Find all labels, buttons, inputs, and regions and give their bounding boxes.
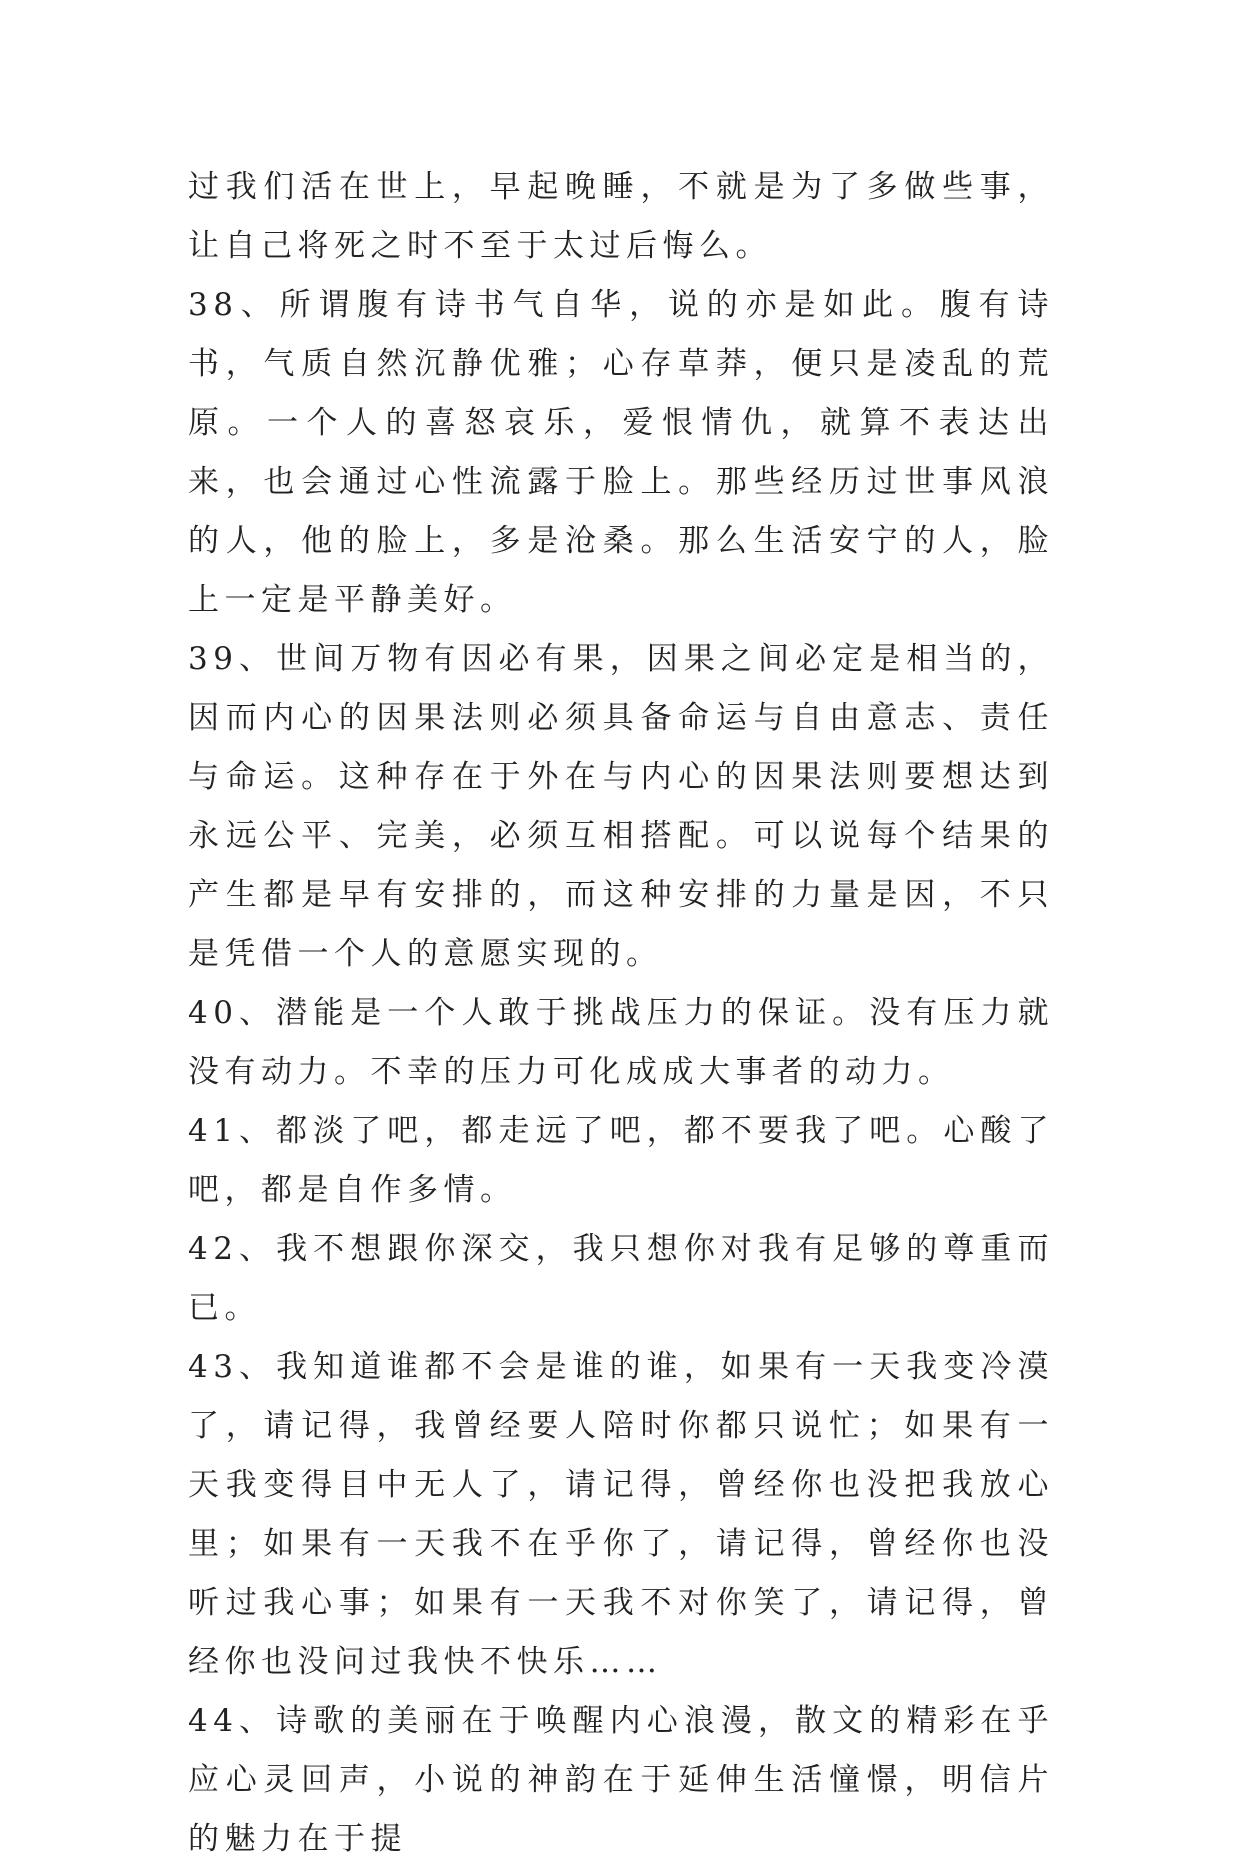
paragraph-42: 42、我不想跟你深交，我只想你对我有足够的尊重而已。 [188, 1231, 1054, 1326]
paragraph-41: 41、都淡了吧，都走远了吧，都不要我了吧。心酸了吧，都是自作多情。 [188, 1113, 1054, 1208]
paragraph-39: 39、世间万物有因必有果，因果之间必定是相当的，因而内心的因果法则必须具备命运与自由意志、责任与命运。这种存在于外在与内心的因果法则要想达到永远公平、完美，必须互相搭配。可以说每个结果的产生都是早有安排的，而这种安排的力量是因，不只是凭借一个人的意愿实现的。 [188, 641, 1054, 972]
paragraph-continuation: 过我们活在世上，早起晚睡，不就是为了多做些事，让自己将死之时不至于太过后悔么。 [188, 169, 1054, 264]
paragraph-38: 38、所谓腹有诗书气自华，说的亦是如此。腹有诗书，气质自然沉静优雅；心存草莽，便只是凌乱的荒原。一个人的喜怒哀乐，爱恨情仇，就算不表达出来，也会通过心性流露于脸上。那些经历过世事风浪的人，他的脸上，多是沧桑。那么生活安宁的人，脸上一定是平静美好。 [188, 287, 1054, 618]
paragraph-44: 44、诗歌的美丽在于唤醒内心浪漫，散文的精彩在乎应心灵回声，小说的神韵在于延伸生活憧憬，明信片的魅力在于提 [188, 1703, 1054, 1857]
paragraph-43: 43、我知道谁都不会是谁的谁，如果有一天我变冷漠了，请记得，我曾经要人陪时你都只说忙；如果有一天我变得目中无人了，请记得，曾经你也没把我放心里；如果有一天我不在乎你了，请记得，曾经你也没听过我心事；如果有一天我不对你笑了，请记得，曾经你也没问过我快不快乐…… [188, 1349, 1054, 1680]
paragraph-40: 40、潜能是一个人敢于挑战压力的保证。没有压力就没有动力。不幸的压力可化成成大事者的动力。 [188, 995, 1054, 1090]
body-text [188, 158, 1054, 1869]
